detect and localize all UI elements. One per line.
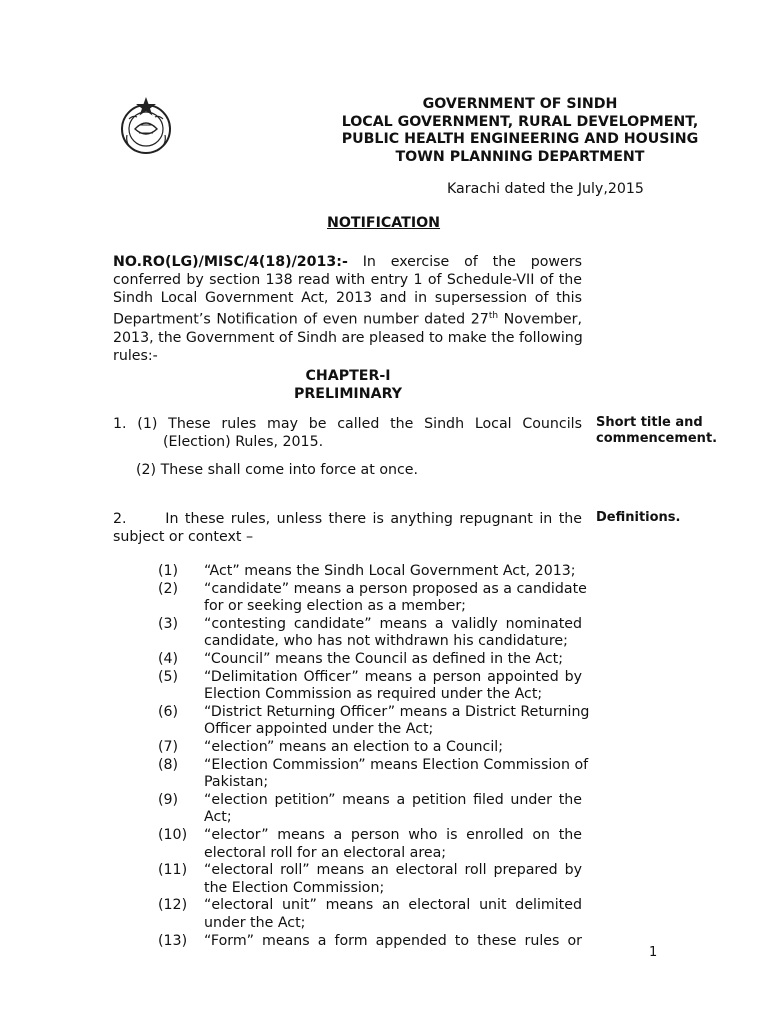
definition-text-line: “contesting candidate” means a validly nominated [204, 615, 582, 632]
definition-text [204, 827, 582, 862]
definition-text-line: “District Returning Officer” means a District Returning [204, 703, 590, 720]
margin-note-definitions: Definitions. [596, 510, 681, 525]
definition-text-line: the Election Commission; [204, 879, 385, 896]
rule-1-sub-1 [113, 415, 582, 451]
definition-text [204, 756, 589, 792]
notification-paragraph [113, 253, 582, 365]
definition-number: (6) [158, 703, 179, 720]
chapter-title: PRELIMINARY [293, 386, 402, 402]
definition-number: (7) [158, 739, 179, 755]
definition-text-line: Officer appointed under the Act; [204, 721, 434, 738]
definition-text-line: candidate, who has not withdrawn his candidature; [204, 633, 568, 650]
rule-2 [113, 510, 582, 546]
chapter-number: CHAPTER-I [305, 368, 391, 384]
margin-note-short-title: Short title and commencement. [596, 415, 718, 446]
definition-text-line: “Act” means the Sindh Local Government Act, 2013; [204, 563, 576, 579]
definition-number: (12) [158, 897, 188, 914]
rule-1-sub-2: (2) These shall come into force at once. [136, 462, 419, 478]
definition-number: (3) [158, 615, 179, 632]
definition-text-line: “Council” means the Council as defined in the Act; [204, 651, 563, 667]
definition-text [204, 651, 582, 669]
definition-number: (13) [158, 932, 188, 949]
dated-line: Karachi dated the July,2015 [447, 181, 644, 197]
definition-text-line: “election petition” means a petition filed under the [204, 791, 582, 808]
definition-text-line: “candidate” means a person proposed as a candidate [204, 580, 587, 597]
definition-text-line: “election” means an election to a Council; [204, 739, 504, 755]
definition-number: (1) [158, 563, 179, 579]
definition-text-line: “electoral unit” means an electoral unit delimited [204, 897, 582, 914]
definition-text [204, 862, 582, 897]
rule-1-line-2: (Election) Rules, 2015. [163, 434, 324, 450]
definition-number: (9) [158, 791, 179, 808]
notification-line-1: NO.RO(LG)/MISC/4(18)/2013:- In exercise of the powers [113, 254, 582, 270]
definition-text [204, 933, 582, 951]
definition-number: (4) [158, 651, 179, 667]
notification-line-6: rules:- [113, 347, 158, 364]
rule-1-line-1: 1. (1) These rules may be called the Sindh Local Councils [113, 416, 582, 432]
definition-text-line: for or seeking election as a member; [204, 598, 466, 615]
definition-text [204, 792, 582, 827]
notification-line-2: conferred by section 138 read with entry 1 of Schedule-VII of the [113, 272, 582, 288]
definition-text-line: “electoral roll” means an electoral roll prepared by [204, 862, 582, 879]
header-department-line1: LOCAL GOVERNMENT, RURAL DEVELOPMENT, [341, 114, 699, 130]
definition-text-line: electoral roll for an electoral area; [204, 844, 447, 861]
definition-text-line: “Election Commission” means Election Commission of [204, 756, 589, 773]
definition-text-line: Election Commission as required under the Act; [204, 686, 543, 703]
definition-number: (2) [158, 580, 179, 597]
notification-title: NOTIFICATION [327, 215, 441, 231]
definition-text-line: Act; [204, 809, 232, 826]
rule-2-line-2: subject or context – [113, 529, 254, 545]
definition-text [204, 739, 582, 757]
definition-text-line: “Form” means a form appended to these rules or [204, 932, 582, 949]
header-government: GOVERNMENT OF SINDH [422, 96, 618, 112]
definition-text-line: “Delimitation Officer” means a person appointed by [204, 668, 582, 685]
definition-text [204, 580, 587, 616]
notification-line-3: Sindh Local Government Act, 2013 and in supersession of this [113, 290, 582, 306]
definition-text-line: Pakistan; [204, 774, 269, 791]
definition-text [204, 897, 582, 932]
notification-line-5: 2013, the Government of Sindh are pleased to make the following [113, 329, 583, 346]
definition-text-line: under the Act; [204, 914, 306, 931]
definition-text [204, 563, 582, 581]
header-department-line2: PUBLIC HEALTH ENGINEERING AND HOUSING [341, 131, 699, 147]
definition-text-line: “elector” means a person who is enrolled on the [204, 827, 582, 843]
page-number: 1 [649, 945, 658, 960]
notification-reference: NO.RO(LG)/MISC/4(18)/2013:- [113, 254, 348, 270]
definition-number: (11) [158, 862, 188, 879]
definition-number: (8) [158, 756, 179, 773]
definition-text [204, 703, 590, 739]
government-seal-icon [115, 95, 177, 157]
notification-line-4: Department’s Notification of even number dated 27th November, [113, 311, 582, 328]
rule-2-line-1: 2. In these rules, unless there is anything repugnant in the [113, 511, 582, 527]
definition-text [204, 669, 582, 704]
header-department-line3: TOWN PLANNING DEPARTMENT [395, 149, 645, 165]
definition-number: (10) [158, 827, 188, 843]
definition-number: (5) [158, 668, 179, 685]
definition-text [204, 616, 582, 651]
